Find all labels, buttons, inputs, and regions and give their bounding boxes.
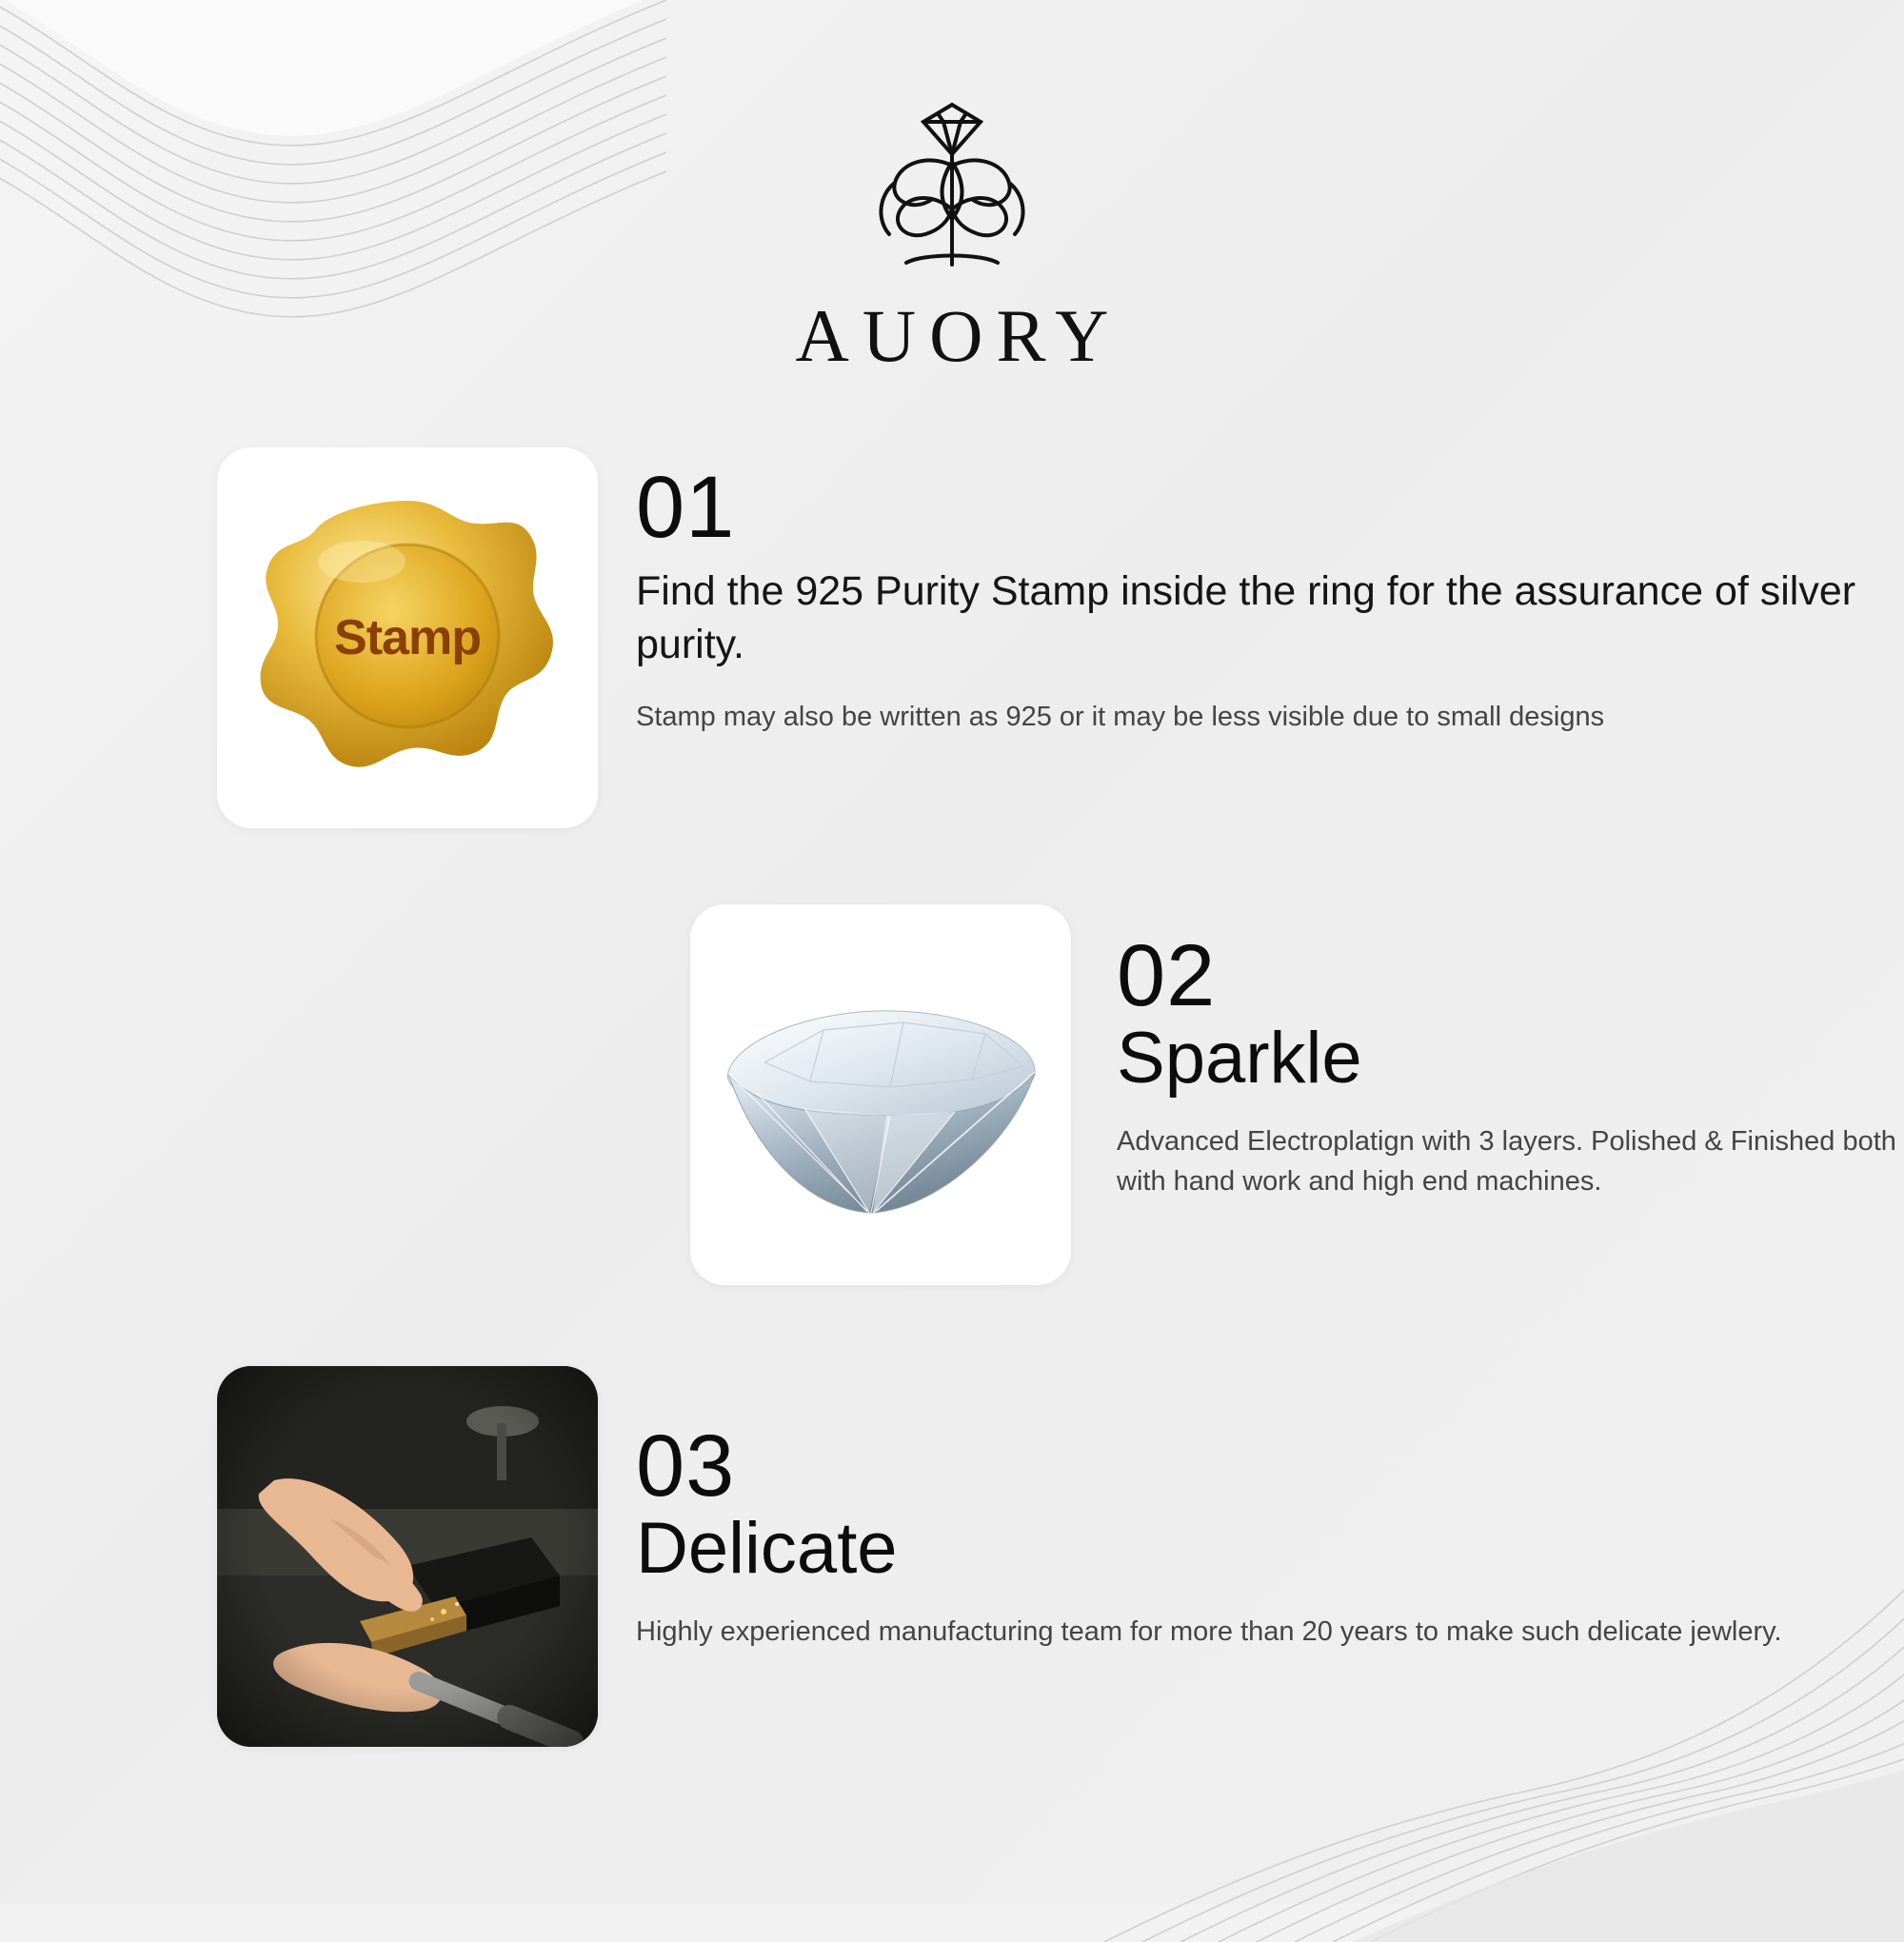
- brand-header: [0, 95, 1904, 379]
- wax-stamp-icon: [255, 495, 560, 781]
- feature-image-card-01: [217, 447, 598, 828]
- feature-image-card-03: [217, 1366, 598, 1747]
- feature-number-02: 02: [1117, 927, 1217, 1024]
- feature-headline-01: Find the 925 Purity Stamp inside the ring for the assurance of silver purity.: [636, 568, 1856, 668]
- feature-row-02: [690, 904, 1904, 1285]
- feature-title-02: Sparkle: [1117, 1018, 1362, 1100]
- feature-subtext-03: Highly experienced manufacturing team for more than 20 years to make such delicate jewlery.: [636, 1615, 1782, 1647]
- feature-subtext-02: Advanced Electroplatign with 3 layers. Polished & Finished both with hand work and high end machines.: [1117, 1125, 1896, 1197]
- feature-number-01: 01: [636, 459, 736, 556]
- jeweler-workshop-photo: [217, 1366, 598, 1747]
- feature-text-03: [598, 1366, 1782, 1652]
- feature-number-03: 03: [636, 1417, 736, 1515]
- feature-image-card-02: [690, 904, 1071, 1285]
- feature-row-03: [217, 1366, 1782, 1747]
- feature-text-02: [1071, 904, 1904, 1201]
- brand-name: AUORY: [795, 294, 1122, 377]
- diamond-ornament-icon: [847, 95, 1057, 276]
- feature-row-01: [217, 447, 1904, 828]
- diamond-gem-icon: [700, 960, 1061, 1245]
- feature-title-03: Delicate: [636, 1508, 898, 1590]
- feature-text-01: [598, 447, 1904, 737]
- feature-subtext-01: Stamp may also be written as 925 or it may be less visible due to small designs: [636, 701, 1605, 732]
- wax-stamp-caption: Stamp: [334, 610, 481, 665]
